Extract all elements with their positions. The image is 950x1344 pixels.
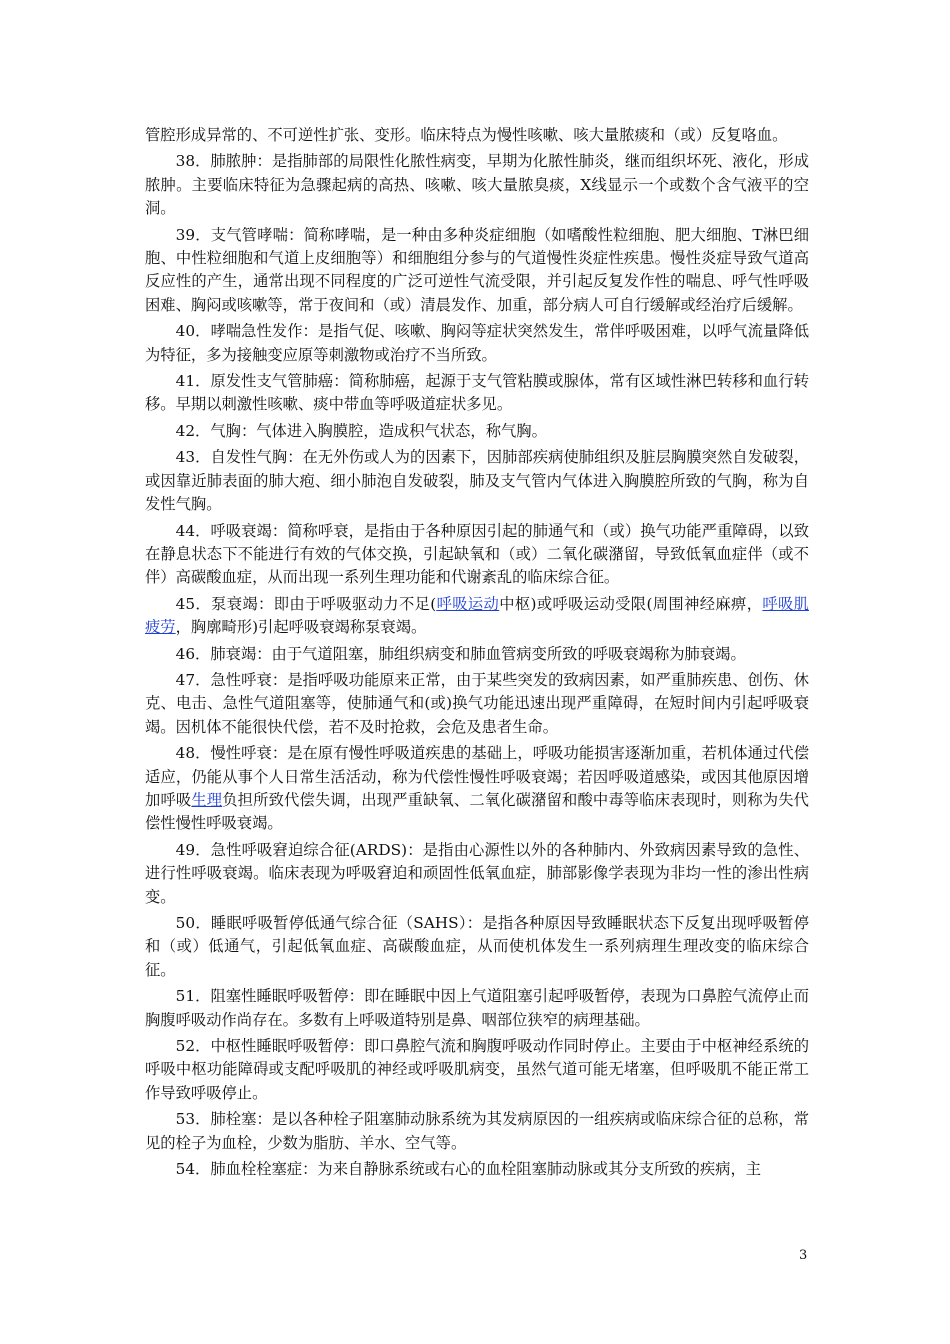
document-body bbox=[145, 124, 809, 1184]
paragraph bbox=[145, 742, 809, 836]
paragraph bbox=[145, 520, 809, 590]
hyperlink[interactable]: 呼吸肌疲劳 bbox=[145, 594, 809, 637]
paragraph-text: 42．气胸：气体进入胸膜腔，造成积气状态，称气胸。 bbox=[175, 421, 547, 440]
paragraph-text: 54．肺血栓栓塞症：为来自静脉系统或右心的血栓阻塞肺动脉或其分支所致的疾病，主 bbox=[175, 1160, 762, 1179]
paragraph bbox=[145, 1108, 809, 1155]
paragraph-text: 48．慢性呼衰：是在原有慢性呼吸道疾患的基础上，呼吸功能损害逐渐加重，若机体通过代偿适应，仍能从事个人日常生活活动，称为代偿性慢性呼吸衰竭；若因呼吸道感染，或因其他原因增加呼吸 bbox=[145, 744, 809, 809]
paragraph bbox=[145, 224, 809, 318]
paragraph-text: 53．肺栓塞：是以各种栓子阻塞肺动脉系统为其发病原因的一组疾病或临床综合征的总称，常见的栓子为血栓，少数为脂肪、羊水、空气等。 bbox=[145, 1110, 809, 1152]
paragraph-text: 49．急性呼吸窘迫综合征(ARDS)：是指由心源性以外的各种肺内、外致病因素导致的急性、进行性呼吸衰竭。临床表现为呼吸窘迫和顽固性低氧血症，肺部影像学表现为非均一性的渗出性病变。 bbox=[145, 840, 809, 906]
paragraph bbox=[145, 320, 809, 367]
paragraph bbox=[145, 446, 809, 516]
paragraph bbox=[145, 593, 809, 640]
paragraph bbox=[145, 420, 809, 443]
paragraph-text: 40．哮喘急性发作：是指气促、咳嗽、胸闷等症状突然发生，常伴呼吸困难，以呼气流量降低为特征，多为接触变应原等刺激物或治疗不当所致。 bbox=[145, 322, 809, 364]
paragraph bbox=[145, 150, 809, 220]
paragraph bbox=[145, 643, 809, 666]
paragraph-text: 负担所致代偿失调，出现严重缺氧、二氧化碳潴留和酸中毒等临床表现时，则称为失代偿性慢性呼吸衰竭。 bbox=[145, 790, 809, 833]
paragraph-text: 38．肺脓肿：是指肺部的局限性化脓性病变，早期为化脓性肺炎，继而组织坏死、液化，形成脓肿。主要临床特征为急骤起病的高热、咳嗽、咳大量脓臭痰，X线显示一个或数个含气液平的空洞。 bbox=[145, 152, 809, 218]
paragraph-text: 41．原发性支气管肺癌：简称肺癌，起源于支气管粘膜或腺体，常有区域性淋巴转移和血行转移。早期以刺激性咳嗽、痰中带血等呼吸道症状多见。 bbox=[145, 372, 809, 414]
paragraph-text: 47．急性呼衰：是指呼吸功能原来正常，由于某些突发的致病因素，如严重肺疾患、创伤、休克、电击、急性气道阻塞等，使肺通气和(或)换气功能迅速出现严重障碍，在短时间内引起呼吸衰竭。因机体不能很快代偿，若不及时抢救，会危及患者生命。 bbox=[145, 670, 809, 736]
paragraph bbox=[145, 370, 809, 417]
page-number: 3 bbox=[799, 1248, 808, 1263]
paragraph-text: 43．自发性气胸：在无外伤或人为的因素下，因肺部疾病使肺组织及脏层胸膜突然自发破裂，或因靠近肺表面的肺大疱、细小肺泡自发破裂，肺及支气管内气体进入胸膜腔所致的气胸，称为自发性气胸。 bbox=[145, 448, 809, 514]
paragraph bbox=[145, 669, 809, 739]
hyperlink[interactable]: 呼吸运动 bbox=[436, 594, 500, 613]
paragraph-text: ，胸廓畸形)引起呼吸衰竭称泵衰竭。 bbox=[175, 618, 427, 637]
hyperlink[interactable]: 生理 bbox=[191, 790, 223, 809]
paragraph-text: 52．中枢性睡眠呼吸暂停：即口鼻腔气流和胸腹呼吸动作同时停止。主要由于中枢神经系统的呼吸中枢功能障碍或支配呼吸肌的神经或呼吸肌病变，虽然气道可能无堵塞，但呼吸肌不能正常工作导致呼吸停止。 bbox=[145, 1037, 809, 1102]
paragraph bbox=[145, 124, 809, 147]
paragraph-text: 39．支气管哮喘：简称哮喘，是一种由多种炎症细胞（如嗜酸性粒细胞、肥大细胞、T淋巴细胞、中性粒细胞和气道上皮细胞等）和细胞组分参与的气道慢性炎症性疾患。慢性炎症导致气道高反应性的产生，通常出现不同程度的广泛可逆性气流受限，并引起反复发作性的喘息、呼气性呼吸困难、胸闷或咳嗽等，常于夜间和（或）清晨发作、加重，部分病人可自行缓解或经治疗后缓解。 bbox=[145, 225, 809, 314]
paragraph-text: 50．睡眠呼吸暂停低通气综合征（SAHS）：是指各种原因导致睡眠状态下反复出现呼吸暂停和（或）低通气，引起低氧血症、高碳酸血症，从而使机体发生一系列病理生理改变的临床综合征。 bbox=[145, 914, 809, 979]
paragraph-text: 44．呼吸衰竭：简称呼衰，是指由于各种原因引起的肺通气和（或）换气功能严重障碍，以致在静息状态下不能进行有效的气体交换，引起缺氧和（或）二氧化碳潴留，导致低氧血症伴（或不伴）高碳酸血症，从而出现一系列生理功能和代谢紊乱的临床综合征。 bbox=[145, 521, 809, 587]
paragraph bbox=[145, 1035, 809, 1105]
paragraph-text: 46．肺衰竭：由于气道阻塞，肺组织病变和肺血管病变所致的呼吸衰竭称为肺衰竭。 bbox=[175, 644, 746, 663]
paragraph-text: 中枢)或呼吸运动受限(周围神经麻痹， bbox=[499, 594, 763, 613]
paragraph bbox=[145, 839, 809, 909]
paragraph-text: 51．阻塞性睡眠呼吸暂停：即在睡眠中因上气道阻塞引起呼吸暂停，表现为口鼻腔气流停止而胸腹呼吸动作尚存在。多数有上呼吸道特别是鼻、咽部位狭窄的病理基础。 bbox=[145, 987, 809, 1029]
paragraph bbox=[145, 912, 809, 982]
paragraph bbox=[145, 1158, 809, 1181]
paragraph bbox=[145, 985, 809, 1032]
paragraph-text: 45．泵衰竭：即由于呼吸驱动力不足( bbox=[175, 594, 437, 613]
paragraph-text: 管腔形成异常的、不可逆性扩张、变形。临床特点为慢性咳嗽、咳大量脓痰和（或）反复咯血。 bbox=[145, 126, 788, 144]
